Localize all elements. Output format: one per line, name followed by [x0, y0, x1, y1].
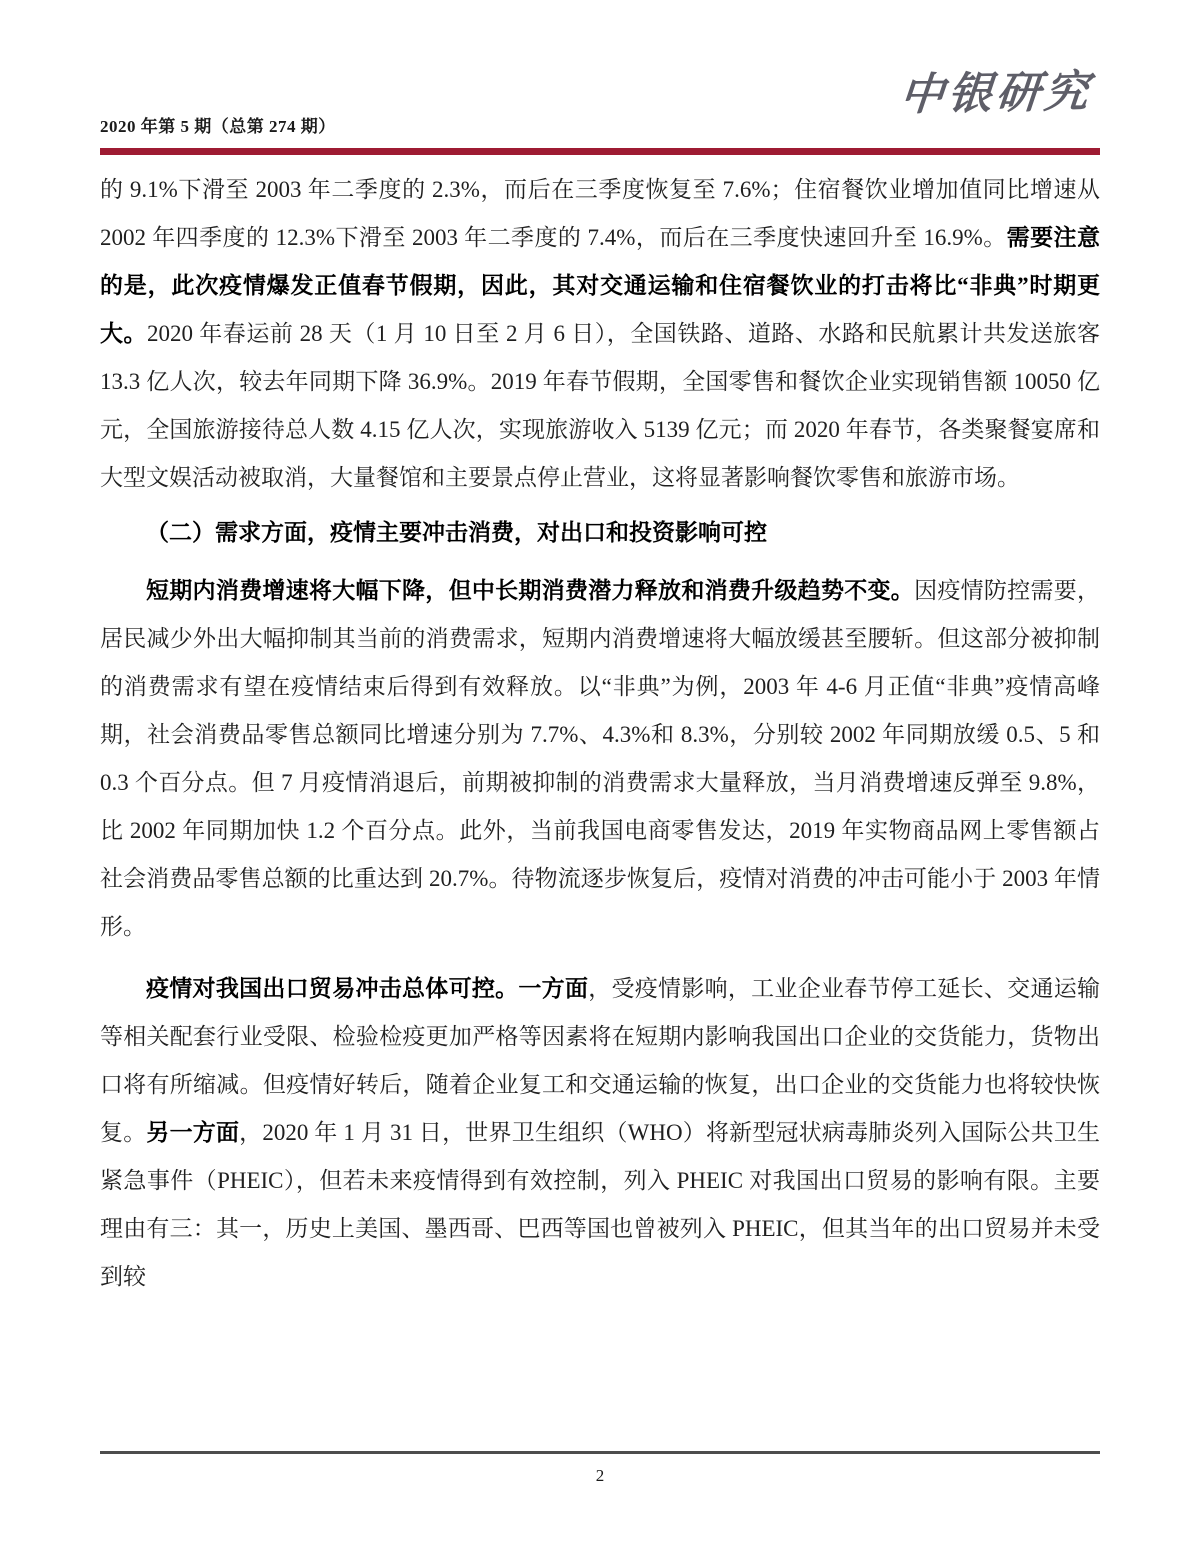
paragraph-run-bold: 短期内消费增速将大幅下降，但中长期消费潜力释放和消费升级趋势不变。 [146, 578, 915, 603]
paragraph-run-bold: 另一方面 [146, 1120, 240, 1145]
paragraph-run: 2020 年春运前 28 天（1 月 10 日至 2 月 6 日），全国铁路、道路、水路和民航累计共发送旅客 13.3 亿人次，较去年同期下降 36.9%。2019 年春节假期，全国零售和餐饮企业实现销售额 10050 亿元，全国旅游接待总人数 4.15 亿人次，实现旅游收入 5139 亿元；而 2020 年春节，各类聚餐宴席和大型文娱活动被取消，大量餐馆和主要景点停止营业，这将显著影响餐饮零售和旅游市场。 [100, 321, 1101, 490]
paragraph-export [100, 965, 1100, 1301]
paragraph-run: ，2020 年 1 月 31 日，世界卫生组织（WHO）将新型冠状病毒肺炎列入国际公共卫生紧急事件（PHEIC），但若未来疫情得到有效控制，列入 PHEIC 对我国出口贸易的影响有限。主要理由有三：其一，历史上美国、墨西哥、巴西等国也曾被列入 PHEIC，但其当年的出口贸易并未受到较 [100, 1120, 1101, 1289]
issue-label: 2020 年第 5 期（总第 274 期） [100, 117, 336, 136]
paragraph-run: 的 9.1%下滑至 2003 年二季度的 2.3%，而后在三季度恢复至 7.6%；住宿餐饮业增加值同比增速从 2002 年四季度的 12.3%下滑至 2003 年二季度的 7.4%，而后在三季度快速回升至 16.9%。 [100, 177, 1100, 250]
paragraph-run: 因疫情防控需要，居民减少外出大幅抑制其当前的消费需求，短期内消费增速将大幅放缓甚至腰斩。但这部分被抑制的消费需求有望在疫情结束后得到有效释放。以“非典”为例，2003 年 4-6 月正值“非典”疫情高峰期，社会消费品零售总额同比增速分别为 7.7%、4.3%和 8.3%，分别较 2002 年同期放缓 0.5、5 和 0.3 个百分点。但 7 月疫情消退后，前期被抑制的消费需求大量释放，当月消费增速反弹至 9.8%，比 2002 年同期加快 1.2 个百分点。此外，当前我国电商零售发达，2019 年实物商品网上零售额占社会消费品零售总额的比重达到 20.7%。待物流逐步恢复后，疫情对消费的冲击可能小于 2003 年情形。 [100, 578, 1101, 939]
paragraph-run-bold: 疫情对我国出口贸易冲击总体可控。一方面 [146, 976, 589, 1001]
header-divider-rule [100, 148, 1100, 155]
paragraph-run-bold: 需要注意的是，此次疫情爆发正值春节假期，因此，其对交通运输和住宿餐饮业的打击将比“非典”时期更大。 [100, 225, 1100, 346]
footer-divider-rule [100, 1451, 1100, 1454]
paragraph-consumption [100, 567, 1100, 951]
paragraph-run: ，受疫情影响，工业企业春节停工延长、交通运输等相关配套行业受限、检验检疫更加严格等因素将在短期内影响我国出口企业的交货能力，货物出口将有所缩减。但疫情好转后，随着企业复工和交通运输的恢复，出口企业的交货能力也将较快恢复。 [100, 976, 1101, 1145]
section-heading: （二）需求方面，疫情主要冲击消费，对出口和投资影响可控 [146, 520, 767, 545]
page-number: 2 [595, 1466, 605, 1485]
paragraph-continuation [100, 166, 1100, 502]
brand-logo: 中银研究 [897, 67, 1095, 120]
document-body [100, 166, 1100, 1301]
